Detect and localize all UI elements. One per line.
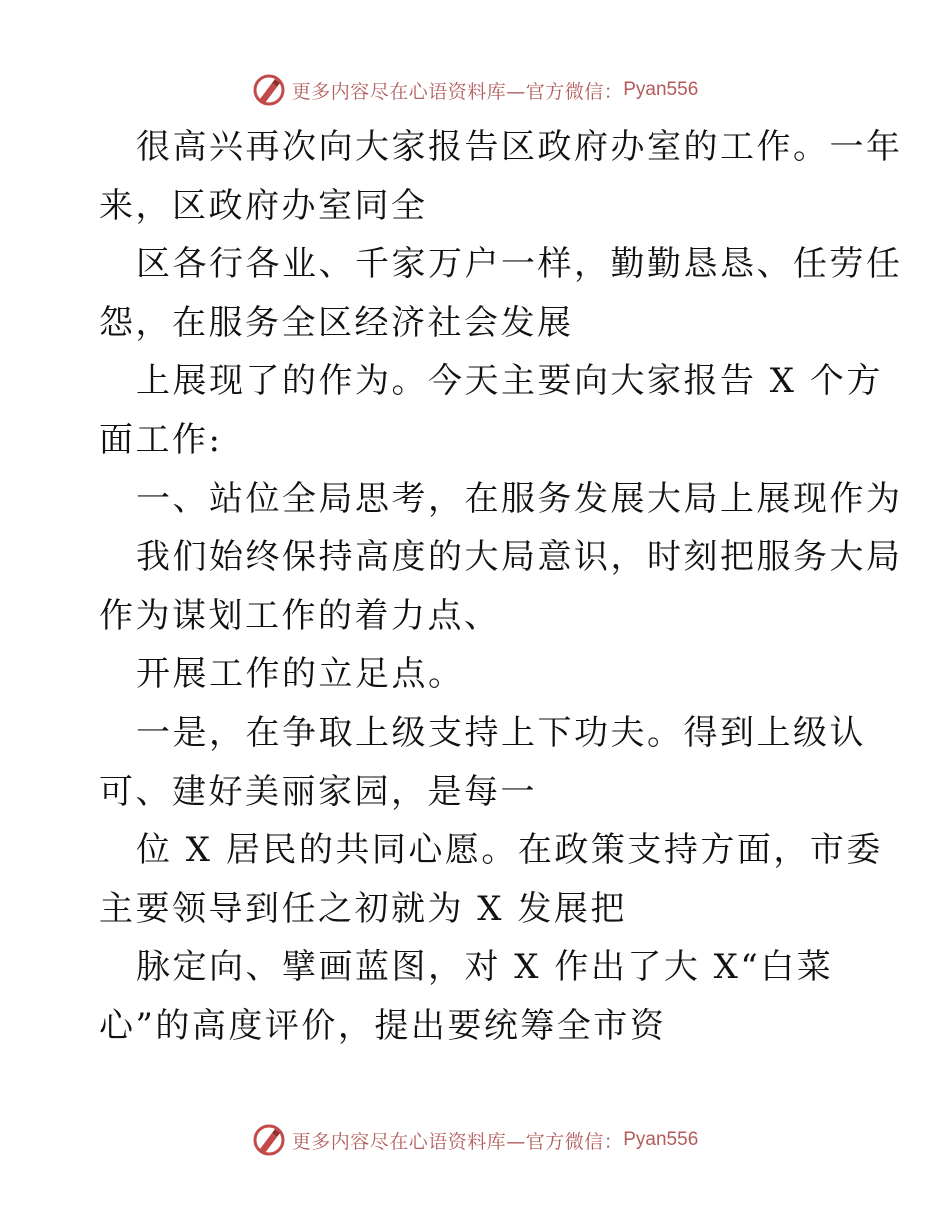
header-watermark-wechat: Pyan556	[623, 79, 699, 100]
text-line: 上展现了的作为。今天主要向大家报告 X 个方	[136, 361, 883, 402]
pen-logo-icon	[252, 1123, 286, 1157]
text-line: 开展工作的立足点。	[136, 654, 465, 695]
text-line: 可、建好美丽家园，是每一	[99, 771, 537, 812]
footer-watermark-text: 更多内容尽在心语资料库—官方微信：	[291, 1130, 624, 1153]
header-watermark	[0, 70, 950, 110]
document-body	[99, 118, 903, 1056]
text-line: 很高兴再次向大家报告区政府办室的工作。一年	[136, 127, 903, 167]
pen-logo-icon	[252, 73, 286, 107]
text-line: 来，区政府办室同全	[99, 185, 428, 226]
text-line: 怨，在服务全区经济社会发展	[99, 302, 574, 343]
text-line: 脉定向、擘画蓝图，对 X 作出了大 X“白菜	[136, 947, 834, 988]
text-line: 一是，在争取上级支持上下功夫。得到上级认	[136, 712, 866, 753]
text-line: 我们始终保持高度的大局意识，时刻把服务大局	[136, 537, 903, 578]
section-heading: 一、站位全局思考，在服务发展大局上展现作为	[136, 478, 903, 519]
footer-watermark	[0, 1120, 950, 1160]
text-line: 位 X 居民的共同心愿。在政策支持方面，市委	[136, 830, 883, 871]
header-watermark-text: 更多内容尽在心语资料库—官方微信：	[291, 80, 624, 103]
text-line: 面工作:	[99, 419, 223, 460]
text-line: 区各行各业、千家万户一样，勤勤恳恳、任劳任	[136, 244, 903, 285]
text-line: 心”的高度评价，提出要统筹全市资	[99, 1005, 667, 1046]
text-line: 作为谋划工作的着力点、	[99, 595, 501, 636]
footer-watermark-wechat: Pyan556	[623, 1129, 699, 1150]
text-line: 主要领导到任之初就为 X 发展把	[99, 888, 627, 929]
